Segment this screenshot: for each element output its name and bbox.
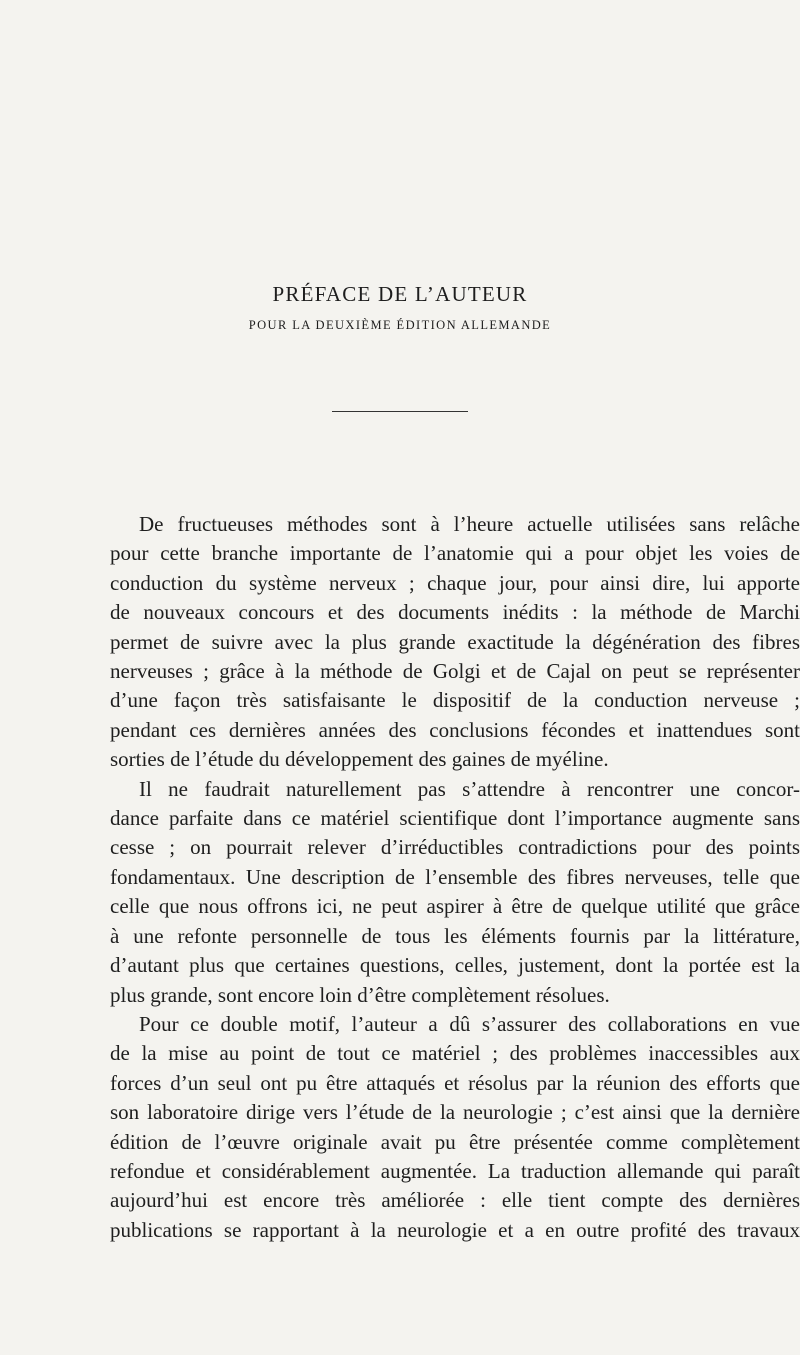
text-line: conduction du système nerveux ; chaque jour, pour ainsi dire, lui apporte (110, 570, 800, 595)
text-line: aujourd’hui est encore très améliorée : elle tient compte des dernières (110, 1188, 800, 1213)
preface-body (110, 510, 800, 1245)
text-line: sorties de l’étude du développement des gaines de myéline. (110, 747, 609, 772)
page-title: PRÉFACE DE L’AUTEUR (272, 282, 528, 306)
text-line: celle que nous offrons ici, ne peut aspirer à être de quelque utilité que grâce (110, 894, 800, 919)
text-line: édition de l’œuvre originale avait pu être présentée comme complètement (110, 1129, 800, 1154)
text-line: plus grande, sont encore loin d’être complètement résolues. (110, 982, 610, 1007)
text-line: permet de suivre avec la plus grande exactitude la dégénération des fibres (110, 629, 800, 654)
text-line: nerveuses ; grâce à la méthode de Golgi et de Cajal on peut se représenter (110, 659, 800, 684)
text-line: pendant ces dernières années des conclusions fécondes et inattendues sont (110, 717, 800, 742)
text-line: de nouveaux concours et des documents inédits : la méthode de Marchi (110, 600, 800, 625)
text-line: Pour ce double motif, l’auteur a dû s’assurer des collaborations en vue (139, 1011, 800, 1036)
text-line: de la mise au point de tout ce matériel ; des problèmes inaccessibles aux (110, 1041, 800, 1066)
text-line: forces d’un seul ont pu être attaqués et résolus par la réunion des efforts que (110, 1070, 800, 1095)
text-line: refondue et considérablement augmentée. La traduction allemande qui paraît (110, 1158, 800, 1183)
text-line: d’une façon très satisfaisante le dispositif de la conduction nerveuse ; (110, 688, 800, 713)
title-divider (332, 411, 468, 412)
text-line: son laboratoire dirige vers l’étude de la neurologie ; c’est ainsi que la dernière (110, 1100, 800, 1125)
page-subtitle: POUR LA DEUXIÈME ÉDITION ALLEMANDE (248, 318, 552, 332)
text-line: Il ne faudrait naturellement pas s’attendre à rencontrer une concor- (139, 776, 800, 801)
text-line: publications se rapportant à la neurologie et a en outre profité des travaux (110, 1217, 800, 1242)
text-line: d’autant plus que certaines questions, celles, justement, dont la portée est la (110, 953, 800, 978)
text-line: à une refonte personnelle de tous les éléments fournis par la littérature, (110, 923, 800, 948)
text-line: dance parfaite dans ce matériel scientifique dont l’importance augmente sans (110, 806, 800, 831)
text-line: fondamentaux. Une description de l’ensemble des fibres nerveuses, telle que (110, 864, 800, 889)
text-line: cesse ; on pourrait relever d’irréductibles contradictions pour des points (110, 835, 800, 860)
text-line: pour cette branche importante de l’anatomie qui a pour objet les voies de (110, 541, 800, 566)
text-line: De fructueuses méthodes sont à l’heure actuelle utilisées sans relâche (139, 512, 800, 536)
